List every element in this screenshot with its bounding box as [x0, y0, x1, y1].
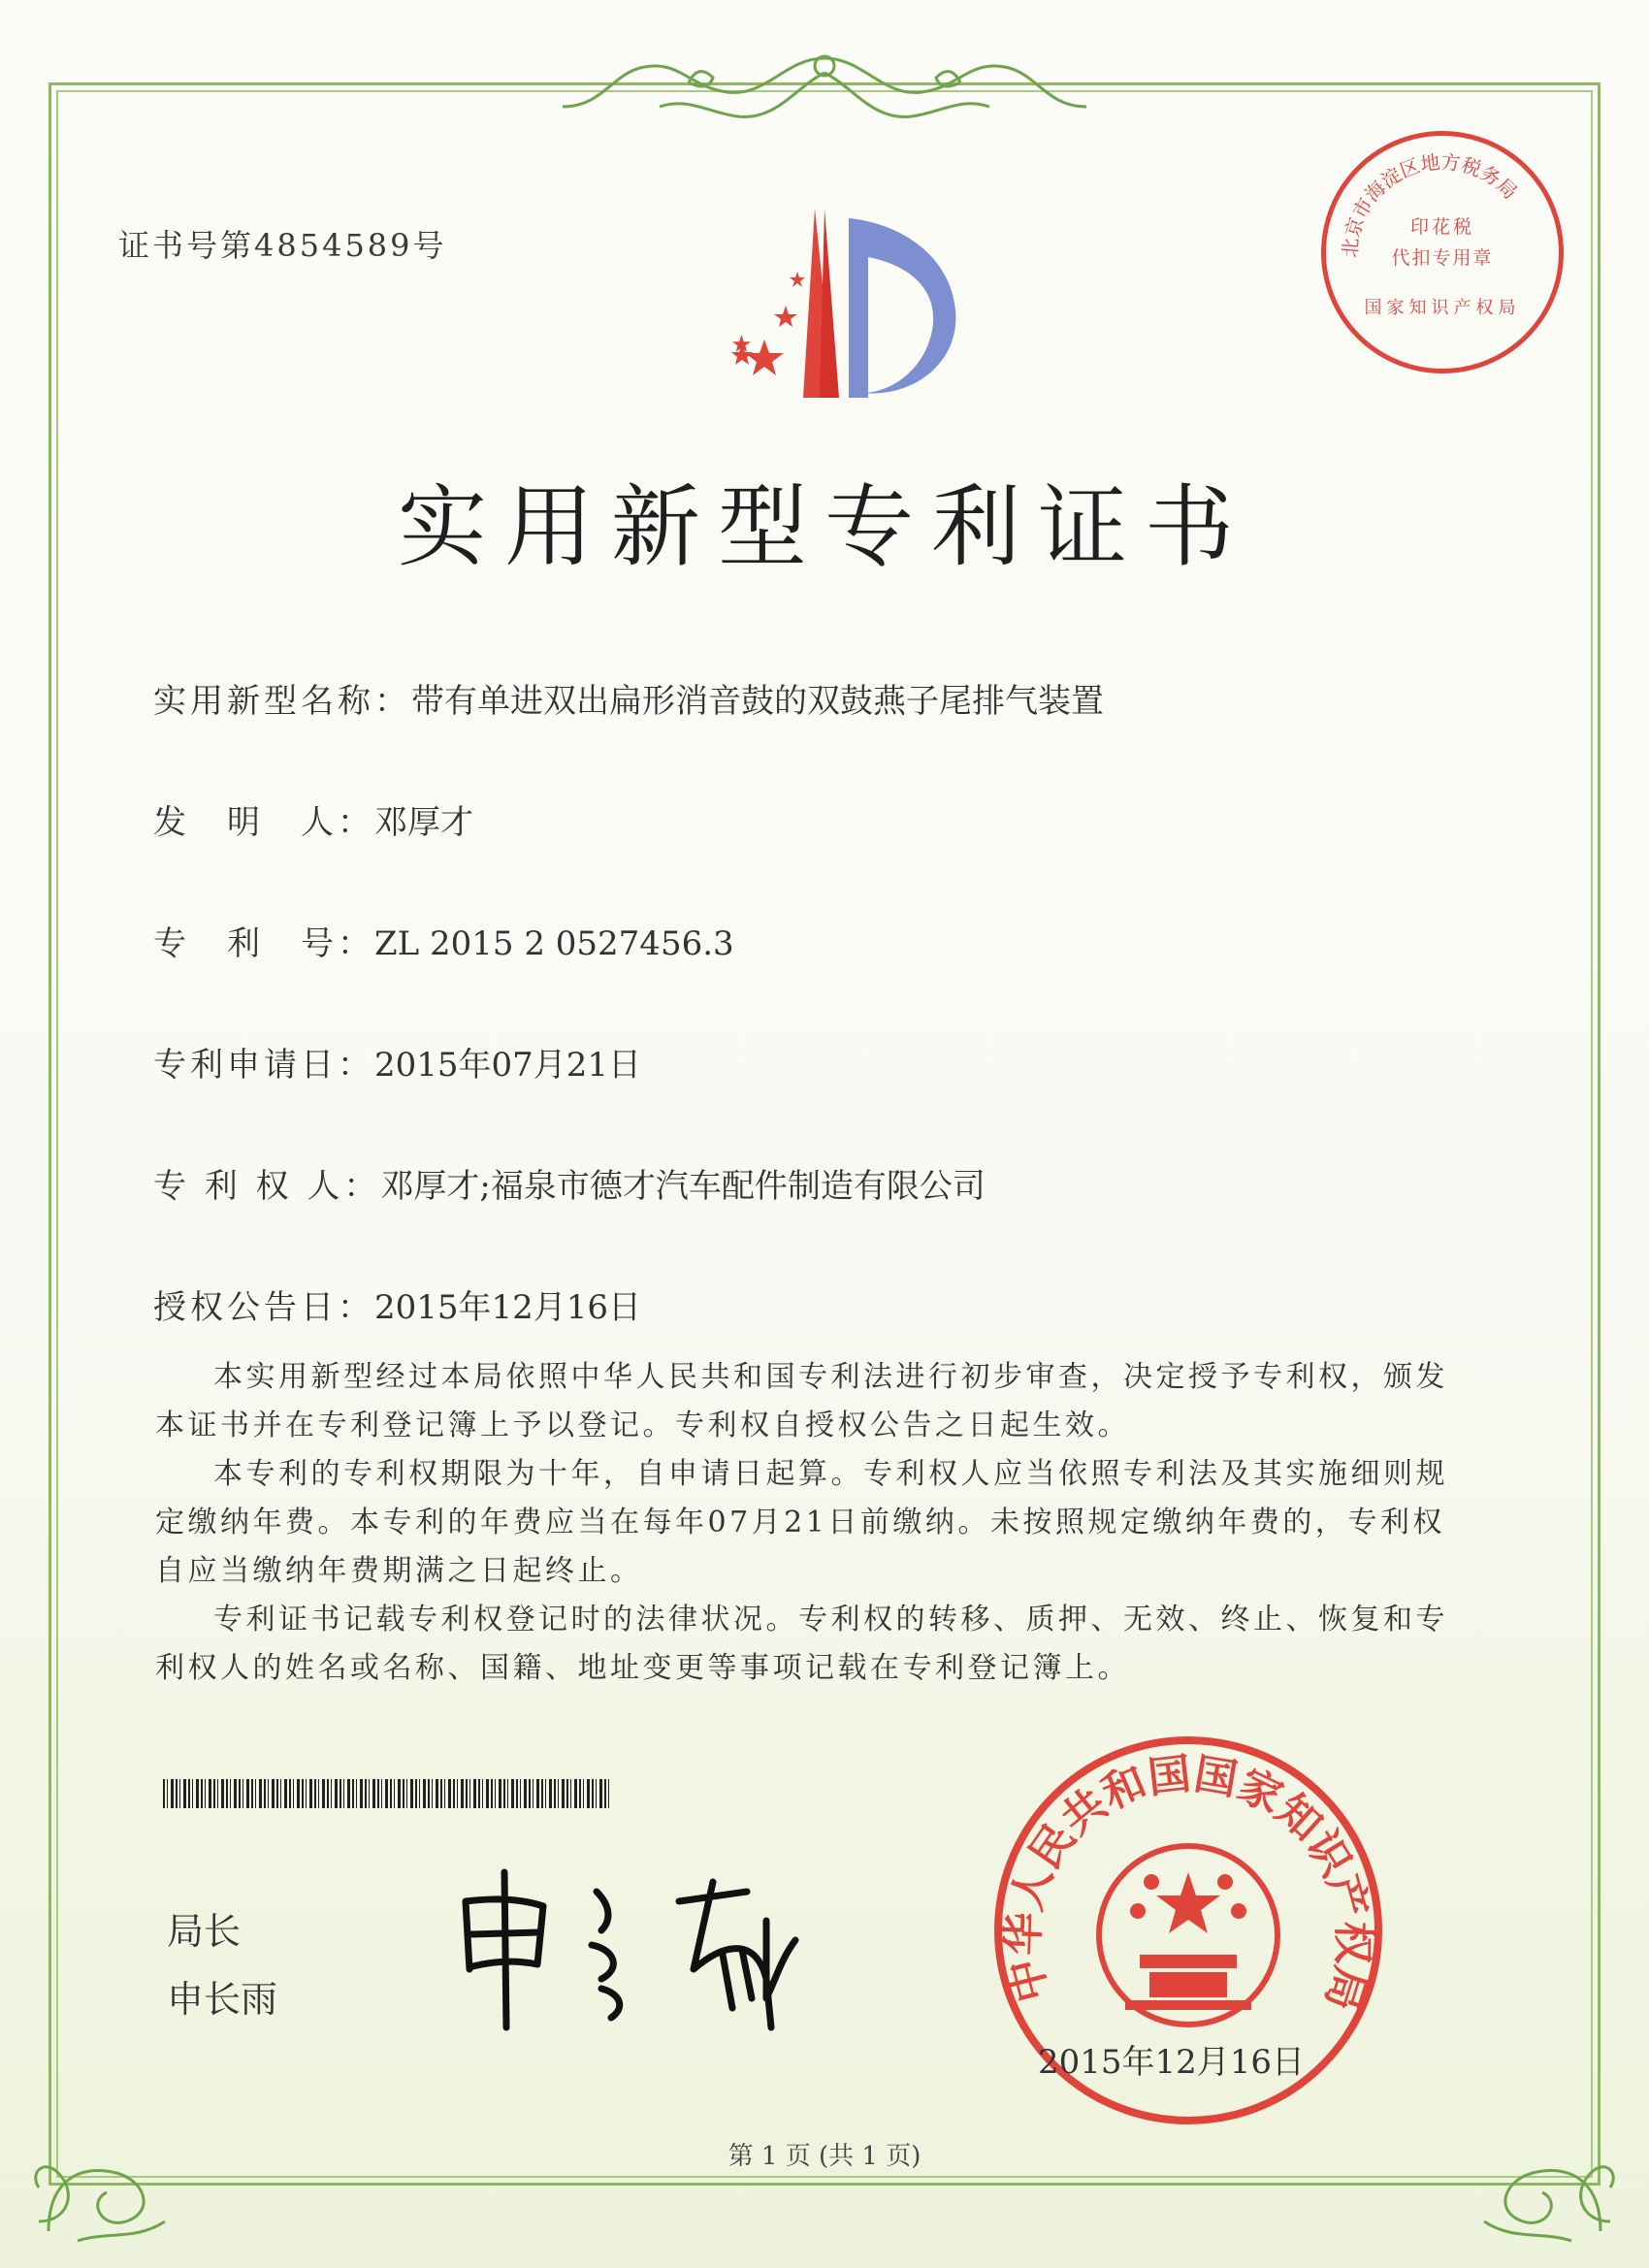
field-patentee: [153, 1159, 986, 1207]
seal-date: 2015年12月16日: [1038, 2043, 1306, 2082]
field-value: 邓厚才;福泉市德才汽车配件制造有限公司: [380, 1167, 986, 1206]
field-label: 实用新型名称：: [153, 682, 411, 721]
patent-office-logo: [679, 199, 970, 407]
top-floral-ornament: [543, 39, 1106, 146]
signature-name: 申长雨: [167, 1978, 278, 2021]
field-label: 发 明 人：: [153, 803, 374, 842]
field-value: 2015年07月21日: [374, 1046, 642, 1085]
signature-role: 局长: [167, 1910, 242, 1953]
svg-text:中华人民共和国国家知识产权局: 中华人民共和国国家知识产权局: [998, 1749, 1378, 2017]
field-value: 邓厚才: [374, 803, 473, 842]
field-value: 2015年12月16日: [374, 1288, 642, 1327]
body-paragraph: 本实用新型经过本局依照中华人民共和国专利法进行初步审查，决定授予专利权，颁发本证书并在专利登记簿上予以登记。专利权自授权公告之日起生效。: [155, 1360, 1448, 1442]
field-patent-number: [153, 917, 734, 964]
handwritten-signature: [456, 1863, 863, 2037]
field-value: 带有单进双出扁形消音鼓的双鼓燕子尾排气装置: [411, 682, 1104, 721]
field-value: ZL 2015 2 0527456.3: [374, 924, 734, 963]
tax-stamp-line2: 代扣专用章: [1391, 247, 1494, 269]
svg-text:北京市海淀区地方税务局: 北京市海淀区地方税务局: [1338, 149, 1523, 259]
page-footer: 第 1 页 (共 1 页): [728, 2142, 922, 2171]
tax-stamp: [1321, 131, 1564, 373]
barcode: [163, 1779, 609, 1808]
field-application-date: [153, 1038, 641, 1085]
certificate-number: 证书号第4854589号: [118, 227, 447, 264]
tax-stamp-line1: 印花税: [1409, 216, 1474, 238]
field-inventor: [153, 795, 473, 843]
field-label: 授权公告日：: [153, 1288, 374, 1327]
field-label: 专 利 权 人：: [153, 1167, 381, 1206]
body-paragraph: 专利证书记载专利权登记时的法律状况。专利权的转移、质押、无效、终止、恢复和专利权人的姓名或名称、国籍、地址变更等事项记载在专利登记簿上。: [155, 1603, 1448, 1685]
certificate-title: 实用新型专利证书: [397, 475, 1251, 579]
tax-stamp-bottom-text: 国家知识产权局: [1364, 298, 1521, 318]
field-grant-announcement-date: [153, 1280, 641, 1328]
body-paragraph: 本专利的专利权期限为十年，自申请日起算。专利权人应当依照专利法及其实施细则规定缴纳年费。本专利的年费应当在每年07月21日前缴纳。未按照规定缴纳年费的，专利权自应当缴纳年费期满之日起终止。: [155, 1457, 1448, 1588]
field-utility-model-name: [153, 674, 1104, 722]
field-label: 专 利 号：: [153, 924, 374, 963]
field-label: 专利申请日：: [153, 1046, 374, 1085]
